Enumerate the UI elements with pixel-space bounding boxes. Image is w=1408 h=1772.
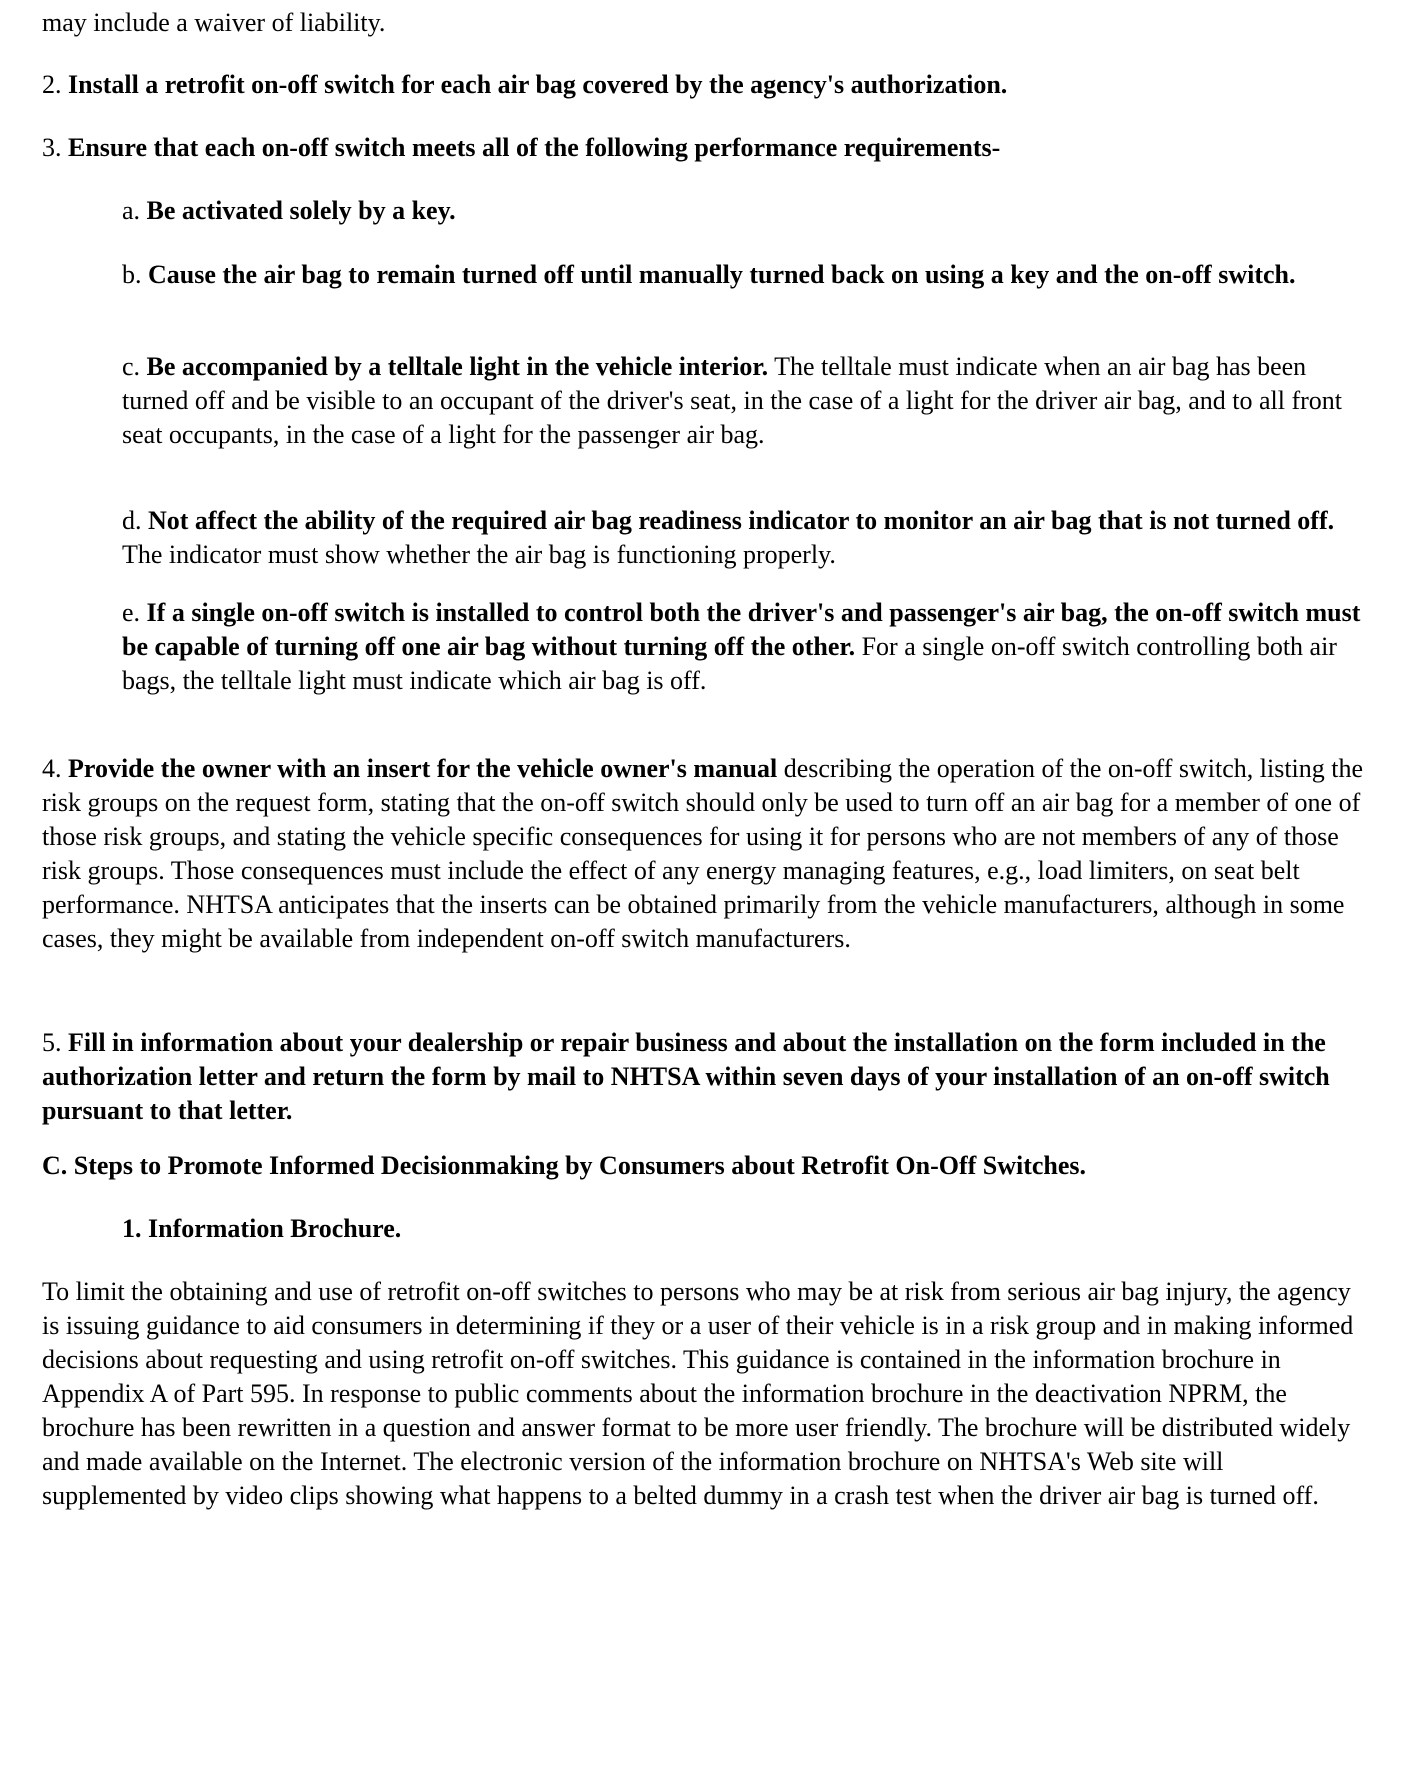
item-3b	[122, 258, 1377, 292]
item-2-number: 2.	[42, 70, 68, 99]
item-3e-letter: e.	[122, 598, 147, 627]
item-3d	[122, 504, 1377, 572]
item-5-number: 5.	[42, 1028, 68, 1057]
section-c-subheading-1	[122, 1212, 1377, 1246]
item-4-text: describing the operation of the on-off switch, listing the risk groups on the request form, stating that the on-off switch should only be used to turn off an air bag for a member of one of those risk groups, and stating the vehicle specific consequences for using it for persons who are not members of any of those risk groups. Those consequences must include the effect of any energy managing features, e.g., load limiters, on seat belt performance. NHTSA anticipates that the inserts can be obtained primarily from the vehicle manufacturers, although in some cases, they might be available from independent on-off switch manufacturers.	[42, 754, 1364, 953]
item-3a-letter: a.	[122, 196, 147, 225]
item-3d-text: The indicator must show whether the air bag is functioning properly.	[122, 540, 836, 569]
item-3	[42, 131, 1372, 165]
item-4-number: 4.	[42, 754, 68, 783]
item-3a	[122, 194, 1377, 228]
item-3e	[122, 596, 1377, 698]
item-2	[42, 68, 1372, 102]
section-c-body	[42, 1275, 1372, 1513]
item-3c-letter: c.	[122, 352, 147, 381]
item-3b-bold-text: Cause the air bag to remain turned off until manually turned back on using a key and the on-off switch.	[148, 260, 1296, 289]
item-3c	[122, 350, 1377, 452]
section-c-heading	[42, 1149, 1372, 1183]
item-2-bold-text: Install a retrofit on-off switch for each air bag covered by the agency's authorization.	[68, 70, 1008, 99]
item-4	[42, 752, 1372, 956]
item-3e-bold-text: If a single on-off switch is installed to control both the driver's and passenger's air bag, the on-off switch must be capable of turning off one air bag without turning off the other.	[122, 598, 1361, 661]
item-5-bold-text: Fill in information about your dealership or repair business and about the installation on the form included in the authorization letter and return the form by mail to NHTSA within seven days of your installation of an on-off switch pursuant to that letter.	[42, 1028, 1330, 1125]
item-5	[42, 1026, 1372, 1128]
item-3b-letter: b.	[122, 260, 148, 289]
section-c-body-text: To limit the obtaining and use of retrofit on-off switches to persons who may be at risk from serious air bag injury, the agency is issuing guidance to aid consumers in determining if they or a user of their vehicle is in a risk group and in making informed decisions about requesting and using retrofit on-off switches. This guidance is contained in the information brochure in Appendix A of Part 595. In response to public comments about the information brochure in the deactivation NPRM, the brochure has been rewritten in a question and answer format to be more user friendly. The brochure will be distributed widely and made available on the Internet. The electronic version of the information brochure on NHTSA's Web site will supplemented by video clips showing what happens to a belted dummy in a crash test when the driver air bag is turned off.	[42, 1277, 1354, 1510]
item-3c-text: The telltale must indicate when an air bag has been turned off and be visible to an occupant of the driver's seat, in the case of a light for the driver air bag, and to all front seat occupants, in the case of a light for the passenger air bag.	[122, 352, 1343, 449]
item-3-bold-text: Ensure that each on-off switch meets all of the following performance requirements-	[68, 133, 1001, 162]
item-3-number: 3.	[42, 133, 68, 162]
item-3e-text: For a single on-off switch controlling both air bags, the telltale light must indicate which air bag is off.	[122, 632, 1337, 695]
item-4-bold-text: Provide the owner with an insert for the vehicle owner's manual	[68, 754, 778, 783]
section-c-heading-text: C. Steps to Promote Informed Decisionmaking by Consumers about Retrofit On-Off Switches.	[42, 1151, 1087, 1180]
item-3d-bold-text: Not affect the ability of the required air bag readiness indicator to monitor an air bag that is not turned off.	[148, 506, 1335, 535]
section-c-subheading-1-text: 1. Information Brochure.	[122, 1214, 402, 1243]
item-3a-bold-text: Be activated solely by a key.	[146, 196, 456, 225]
continuation-line: may include a waiver of liability.	[42, 8, 386, 37]
item-3d-letter: d.	[122, 506, 148, 535]
item-3c-bold-text: Be accompanied by a telltale light in the vehicle interior.	[146, 352, 769, 381]
continuation-text	[42, 6, 1372, 40]
